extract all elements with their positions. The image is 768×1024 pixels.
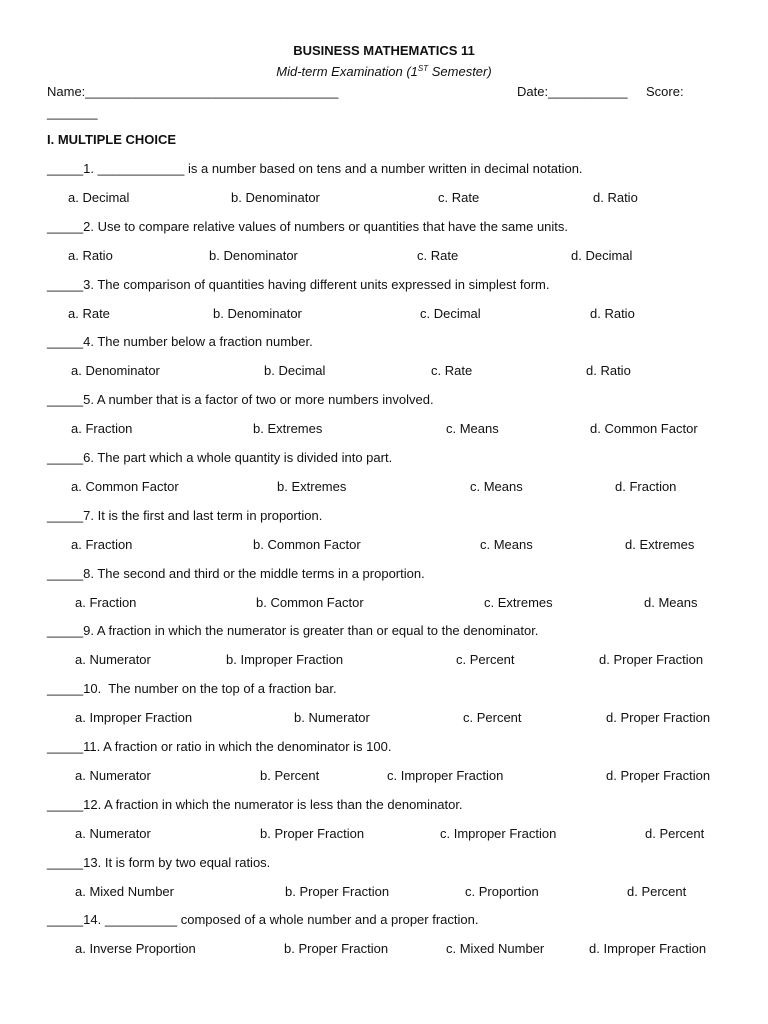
question-text: _____8. The second and third or the middle terms in a proportion. bbox=[47, 566, 425, 581]
answer-option: d. Decimal bbox=[571, 248, 633, 263]
answer-option: a. Mixed Number bbox=[75, 884, 174, 899]
question-text: _____12. A fraction in which the numerator is less than the denominator. bbox=[47, 797, 463, 812]
name-field: Name:___________________________________ bbox=[47, 84, 339, 99]
answer-option: c. Rate bbox=[438, 190, 480, 205]
answer-option: d. Ratio bbox=[590, 306, 635, 321]
exam-title: BUSINESS MATHEMATICS 11 bbox=[293, 43, 475, 58]
answer-option: b. Proper Fraction bbox=[260, 826, 365, 841]
answer-option: c. Percent bbox=[463, 710, 522, 725]
answer-option: a. Numerator bbox=[75, 652, 151, 667]
answer-option: b. Extremes bbox=[277, 479, 347, 494]
answer-option: b. Denominator bbox=[213, 306, 302, 321]
answer-option: c. Means bbox=[480, 537, 533, 552]
answer-option: b. Common Factor bbox=[256, 595, 364, 610]
answer-option: d. Ratio bbox=[586, 363, 631, 378]
answer-option: b. Denominator bbox=[231, 190, 320, 205]
answer-option: d. Improper Fraction bbox=[589, 941, 707, 956]
answer-option: c. Improper Fraction bbox=[387, 768, 504, 783]
answer-option: c. Extremes bbox=[484, 595, 553, 610]
answer-option: a. Fraction bbox=[71, 537, 133, 552]
answer-option: d. Means bbox=[644, 595, 698, 610]
question-text: _____2. Use to compare relative values of numbers or quantities that have the same units. bbox=[47, 219, 569, 234]
answer-option: d. Proper Fraction bbox=[606, 710, 711, 725]
answer-option: b. Improper Fraction bbox=[226, 652, 344, 667]
question-text: _____7. It is the first and last term in proportion. bbox=[47, 508, 323, 523]
answer-option: b. Denominator bbox=[209, 248, 298, 263]
answer-option: a. Fraction bbox=[71, 421, 133, 436]
subtitle-text-end: Semester) bbox=[428, 64, 492, 79]
answer-option: b. Proper Fraction bbox=[285, 884, 390, 899]
answer-option: a. Numerator bbox=[75, 768, 151, 783]
answer-option: c. Rate bbox=[431, 363, 473, 378]
date-field: Date:___________ bbox=[517, 84, 628, 99]
question-text: _____4. The number below a fraction number. bbox=[47, 334, 313, 349]
answer-option: d. Percent bbox=[645, 826, 705, 841]
subtitle-superscript: ST bbox=[417, 64, 429, 73]
answer-option: c. Proportion bbox=[465, 884, 539, 899]
question-text: _____11. A fraction or ratio in which the denominator is 100. bbox=[47, 739, 392, 754]
answer-option: a. Common Factor bbox=[71, 479, 179, 494]
answer-option: d. Proper Fraction bbox=[599, 652, 704, 667]
answer-option: a. Denominator bbox=[71, 363, 160, 378]
question-text: _____9. A fraction in which the numerator is greater than or equal to the denominator. bbox=[47, 623, 539, 638]
question-text: _____10. The number on the top of a fraction bar. bbox=[47, 681, 337, 696]
question-text: _____13. It is form by two equal ratios. bbox=[47, 855, 271, 870]
answer-option: a. Decimal bbox=[68, 190, 130, 205]
question-text: _____14. __________ composed of a whole number and a proper fraction. bbox=[47, 912, 479, 927]
answer-option: a. Fraction bbox=[75, 595, 137, 610]
answer-option: a. Numerator bbox=[75, 826, 151, 841]
answer-option: c. Rate bbox=[417, 248, 459, 263]
answer-option: c. Mixed Number bbox=[446, 941, 545, 956]
answer-option: c. Decimal bbox=[420, 306, 481, 321]
score-label: Score: bbox=[646, 84, 684, 99]
answer-option: d. Fraction bbox=[615, 479, 677, 494]
answer-option: b. Proper Fraction bbox=[284, 941, 389, 956]
question-text: _____1. ____________ is a number based on tens and a number written in decimal notation. bbox=[47, 161, 583, 176]
subtitle-text: Mid-term Examination (1 bbox=[276, 64, 418, 79]
answer-option: d. Extremes bbox=[625, 537, 695, 552]
answer-option: d. Common Factor bbox=[590, 421, 698, 436]
answer-option: a. Rate bbox=[68, 306, 110, 321]
answer-option: c. Improper Fraction bbox=[440, 826, 557, 841]
section-title: I. MULTIPLE CHOICE bbox=[47, 132, 177, 147]
answer-option: a. Inverse Proportion bbox=[75, 941, 196, 956]
question-text: _____6. The part which a whole quantity is divided into part. bbox=[47, 450, 393, 465]
answer-option: d. Ratio bbox=[593, 190, 638, 205]
answer-option: b. Decimal bbox=[264, 363, 326, 378]
answer-option: a. Improper Fraction bbox=[75, 710, 193, 725]
question-text: _____5. A number that is a factor of two or more numbers involved. bbox=[47, 392, 434, 407]
question-text: _____3. The comparison of quantities having different units expressed in simplest form. bbox=[47, 277, 550, 292]
answer-option: b. Common Factor bbox=[253, 537, 361, 552]
exam-subtitle bbox=[0, 64, 768, 79]
answer-option: c. Means bbox=[470, 479, 523, 494]
answer-option: b. Extremes bbox=[253, 421, 323, 436]
answer-option: d. Proper Fraction bbox=[606, 768, 711, 783]
answer-option: c. Percent bbox=[456, 652, 515, 667]
answer-option: d. Percent bbox=[627, 884, 687, 899]
score-blank: _______ bbox=[47, 105, 98, 120]
answer-option: c. Means bbox=[446, 421, 499, 436]
answer-option: b. Numerator bbox=[294, 710, 370, 725]
answer-option: b. Percent bbox=[260, 768, 320, 783]
answer-option: a. Ratio bbox=[68, 248, 113, 263]
